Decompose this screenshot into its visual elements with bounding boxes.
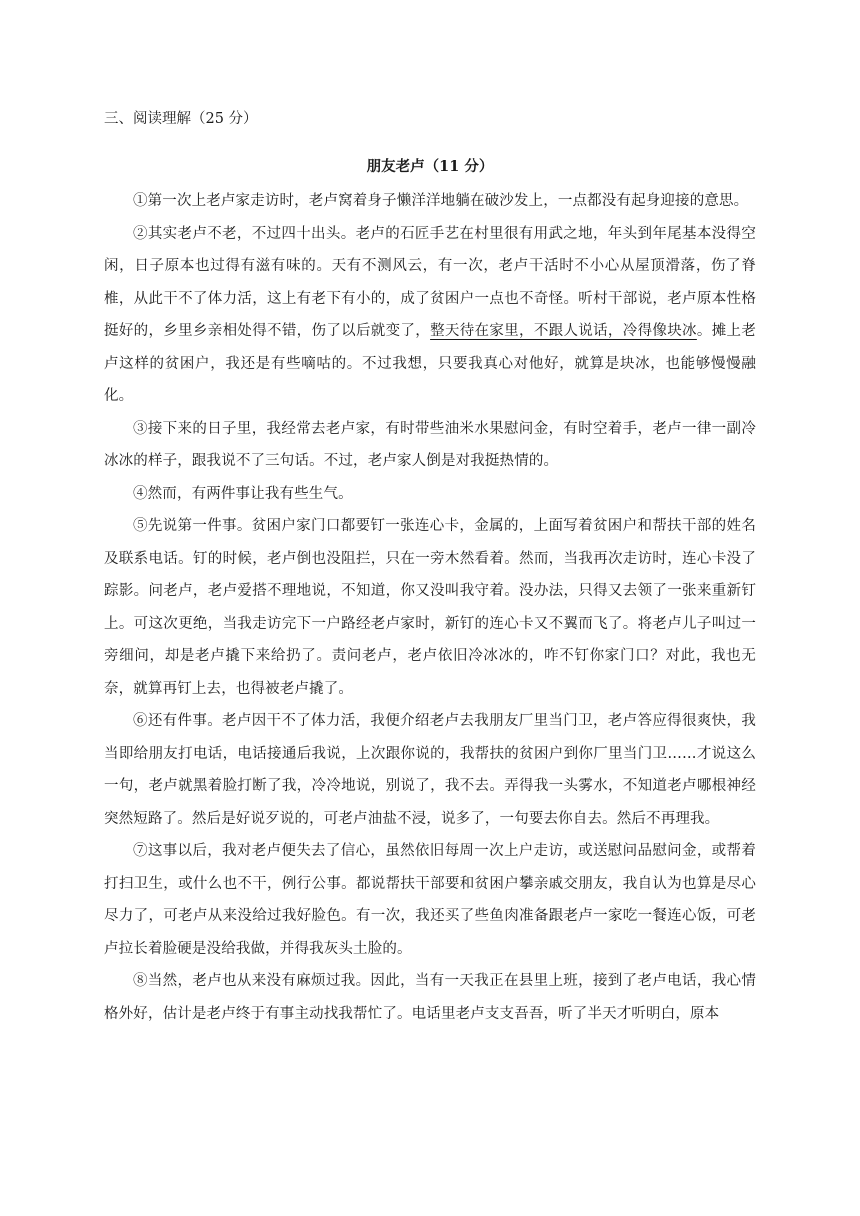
paragraph-5: ⑤先说第一件事。贫困户家门口都要钉一张连心卡，金属的，上面写着贫困户和帮扶干部的姓名及联系电话。钉的时候，老卢倒也没阻拦，只在一旁木然看着。然而，当我再次走访时，连心卡没了踪影。问老卢，老卢爱搭不理地说，不知道，你又没叫我守着。没办法，只得又去领了一张来重新钉上。可这次更绝，当我走访完下一户路经老卢家时，新钉的连心卡又不翼而飞了。将老卢儿子叫过一旁细问，却是老卢撬下来给扔了。责问老卢，老卢依旧冷冰冰的，咋不钉你家门口？对此，我也无奈，就算再钉上去，也得被老卢撬了。 [104, 518, 756, 697]
paragraph-6: ⑥还有件事。老卢因干不了体力活，我便介绍老卢去我朋友厂里当门卫，老卢答应得很爽快，我当即给朋友打电话，电话接通后我说，上次跟你说的，我帮扶的贫困户到你厂里当门卫……才说这么一句，老卢就黑着脸打断了我，冷冷地说，别说了，我不去。弄得我一头雾水，不知道老卢哪根神经突然短路了。然后是好说歹说的，可老卢油盐不浸，说多了，一句要去你自去。然后不再理我。 [104, 713, 756, 827]
paragraph-2 [104, 218, 756, 413]
paragraph-8: ⑧当然，老卢也从来没有麻烦过我。因此，当有一天我正在县里上班，接到了老卢电话，我心情格外好，估计是老卢终于有事主动找我帮忙了。电话里老卢支支吾吾，听了半天才听明白，原本 [104, 973, 756, 1022]
article-body [104, 185, 756, 1030]
section-heading: 三、阅读理解（25 分） [104, 111, 258, 127]
paragraph-4: ④然而，有两件事让我有些生气。 [133, 485, 353, 502]
paragraph-1: ①第一次上老卢家走访时，老卢窝着身子懒洋洋地躺在破沙发上，一点都没有起身迎接的意思。 [133, 193, 749, 209]
article-title: 朋友老卢（11 分） [366, 158, 494, 175]
paragraph-7: ⑦这事以后，我对老卢便失去了信心，虽然依旧每周一次上户走访，或送慰问品慰问金，或帮着打扫卫生，或什么也不干，例行公事。都说帮扶干部要和贫困户攀亲戚交朋友，我自认为也算是尽心尽力了，可老卢从来没给过我好脸色。有一次，我还买了些鱼肉准备跟老卢一家吃一餐连心饭，可老卢拉长着脸硬是没给我做，并得我灰头土脸的。 [104, 843, 756, 957]
underlined-quote: 整天待在家里，不跟人说话，冷得像块冰 [430, 323, 697, 339]
paragraph-3: ③接下来的日子里，我经常去老卢家，有时带些油米水果慰问金，有时空着手，老卢一律一副冷冰冰的样子，跟我说不了三句话。不过，老卢家人倒是对我挺热情的。 [104, 420, 756, 469]
paragraph-2-text-after: 。摊上老卢这样的贫困户，我还是有些嘀咕的。不过我想，只要我真心对他好，就算是块冰，也能够慢慢融化。 [104, 323, 756, 404]
paragraph-2-text-before: ②其实老卢不老，不过四十出头。老卢的石匠手艺在村里很有用武之地，年头到年尾基本没得空闲，日子原本也过得有滋有味的。天有不测风云，有一次，老卢干活时不小心从屋顶滑落，伤了脊椎，从此干不了体力活，这上有老下有小的，成了贫困户一点也不奇怪。听村干部说，老卢原本性格挺好的，乡里乡亲相处得不错，伤了以后就变了， [104, 225, 756, 339]
